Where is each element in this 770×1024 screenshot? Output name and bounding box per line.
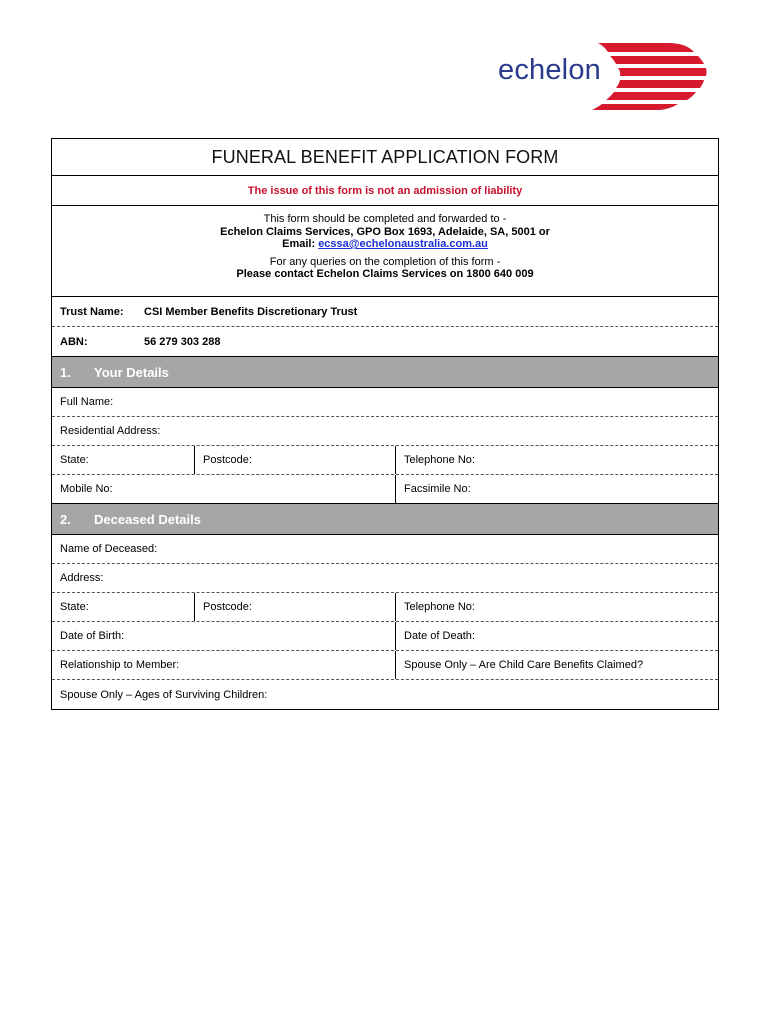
deceased-postcode-field[interactable] (194, 593, 395, 621)
full-name-row (52, 388, 718, 417)
residential-address-field[interactable] (52, 417, 718, 445)
relationship-field[interactable] (52, 651, 395, 679)
mobile-fax-row (52, 475, 718, 504)
mobile-label: Mobile No: (60, 483, 113, 495)
deceased-address-row (52, 564, 718, 593)
postcode-label: Postcode: (203, 454, 252, 466)
deceased-state-field[interactable] (52, 593, 194, 621)
child-care-field[interactable] (395, 651, 718, 679)
state-postcode-phone-row (52, 446, 718, 475)
children-ages-label: Spouse Only – Ages of Surviving Children: (60, 688, 268, 701)
section-your-details-header (52, 357, 718, 388)
full-name-label: Full Name: (60, 396, 114, 408)
mobile-field[interactable] (52, 475, 395, 503)
info-line-address: Echelon Claims Services, GPO Box 1693, Adelaide, SA, 5001 or (220, 225, 550, 238)
deceased-state-label: State: (60, 601, 89, 613)
state-label: State: (60, 454, 89, 466)
section-title: Your Details (94, 364, 169, 380)
liability-notice: The issue of this form is not an admission of liability (247, 184, 523, 197)
abn-row (52, 327, 718, 357)
dates-row (52, 622, 718, 651)
deceased-address-field[interactable] (52, 564, 718, 592)
deceased-address-label: Address: (60, 572, 104, 584)
state-field[interactable] (52, 446, 194, 474)
info-line-queries: For any queries on the completion of this form - (269, 255, 501, 268)
liability-notice-row (52, 176, 718, 206)
deceased-state-postcode-phone-row (52, 593, 718, 622)
child-care-label: Spouse Only – Are Child Care Benefits Claimed? (404, 659, 644, 671)
residential-address-row (52, 417, 718, 446)
abn-label: ABN: (60, 335, 88, 348)
deceased-telephone-label: Telephone No: (404, 601, 475, 613)
date-of-birth-field[interactable] (52, 622, 395, 650)
telephone-label: Telephone No: (404, 454, 475, 466)
form-title: FUNERAL BENEFIT APPLICATION FORM (211, 146, 559, 167)
email-link[interactable]: ecssa@echelonaustralia.com.au (318, 238, 488, 251)
echelon-logo (498, 40, 710, 112)
postcode-field[interactable] (194, 446, 395, 474)
logo-wordmark: echelon (498, 54, 601, 86)
facsimile-label: Facsimile No: (404, 483, 471, 495)
trust-name-value: CSI Member Benefits Discretionary Trust (144, 305, 358, 318)
residential-address-label: Residential Address: (60, 425, 161, 437)
date-of-death-field[interactable] (395, 622, 718, 650)
form-title-row (52, 139, 718, 176)
section-number: 2. (60, 511, 71, 527)
trust-name-label: Trust Name: (60, 305, 124, 318)
deceased-name-field[interactable] (52, 535, 718, 563)
date-of-birth-label: Date of Birth: (60, 630, 125, 642)
children-ages-field[interactable] (52, 680, 718, 709)
submission-info (52, 206, 718, 297)
relationship-label: Relationship to Member: (60, 659, 180, 671)
facsimile-field[interactable] (395, 475, 718, 503)
children-ages-row (52, 680, 718, 709)
deceased-postcode-label: Postcode: (203, 601, 252, 613)
deceased-telephone-field[interactable] (395, 593, 718, 621)
full-name-field[interactable] (52, 388, 718, 416)
trust-name-row (52, 297, 718, 327)
deceased-name-label: Name of Deceased: (60, 543, 158, 555)
logo-stripes-icon (590, 40, 710, 112)
deceased-name-row (52, 535, 718, 564)
application-form (51, 138, 719, 710)
email-label: Email: (282, 238, 319, 251)
date-of-death-label: Date of Death: (404, 630, 475, 642)
relationship-row (52, 651, 718, 680)
section-title: Deceased Details (94, 511, 201, 527)
info-line-contact: Please contact Echelon Claims Services on 1800 640 009 (236, 268, 534, 281)
info-line-email (52, 238, 718, 251)
abn-value: 56 279 303 288 (144, 335, 221, 348)
info-line-forward: This form should be completed and forwarded to - (263, 213, 507, 225)
telephone-field[interactable] (395, 446, 718, 474)
section-deceased-details-header (52, 504, 718, 535)
section-number: 1. (60, 364, 71, 380)
